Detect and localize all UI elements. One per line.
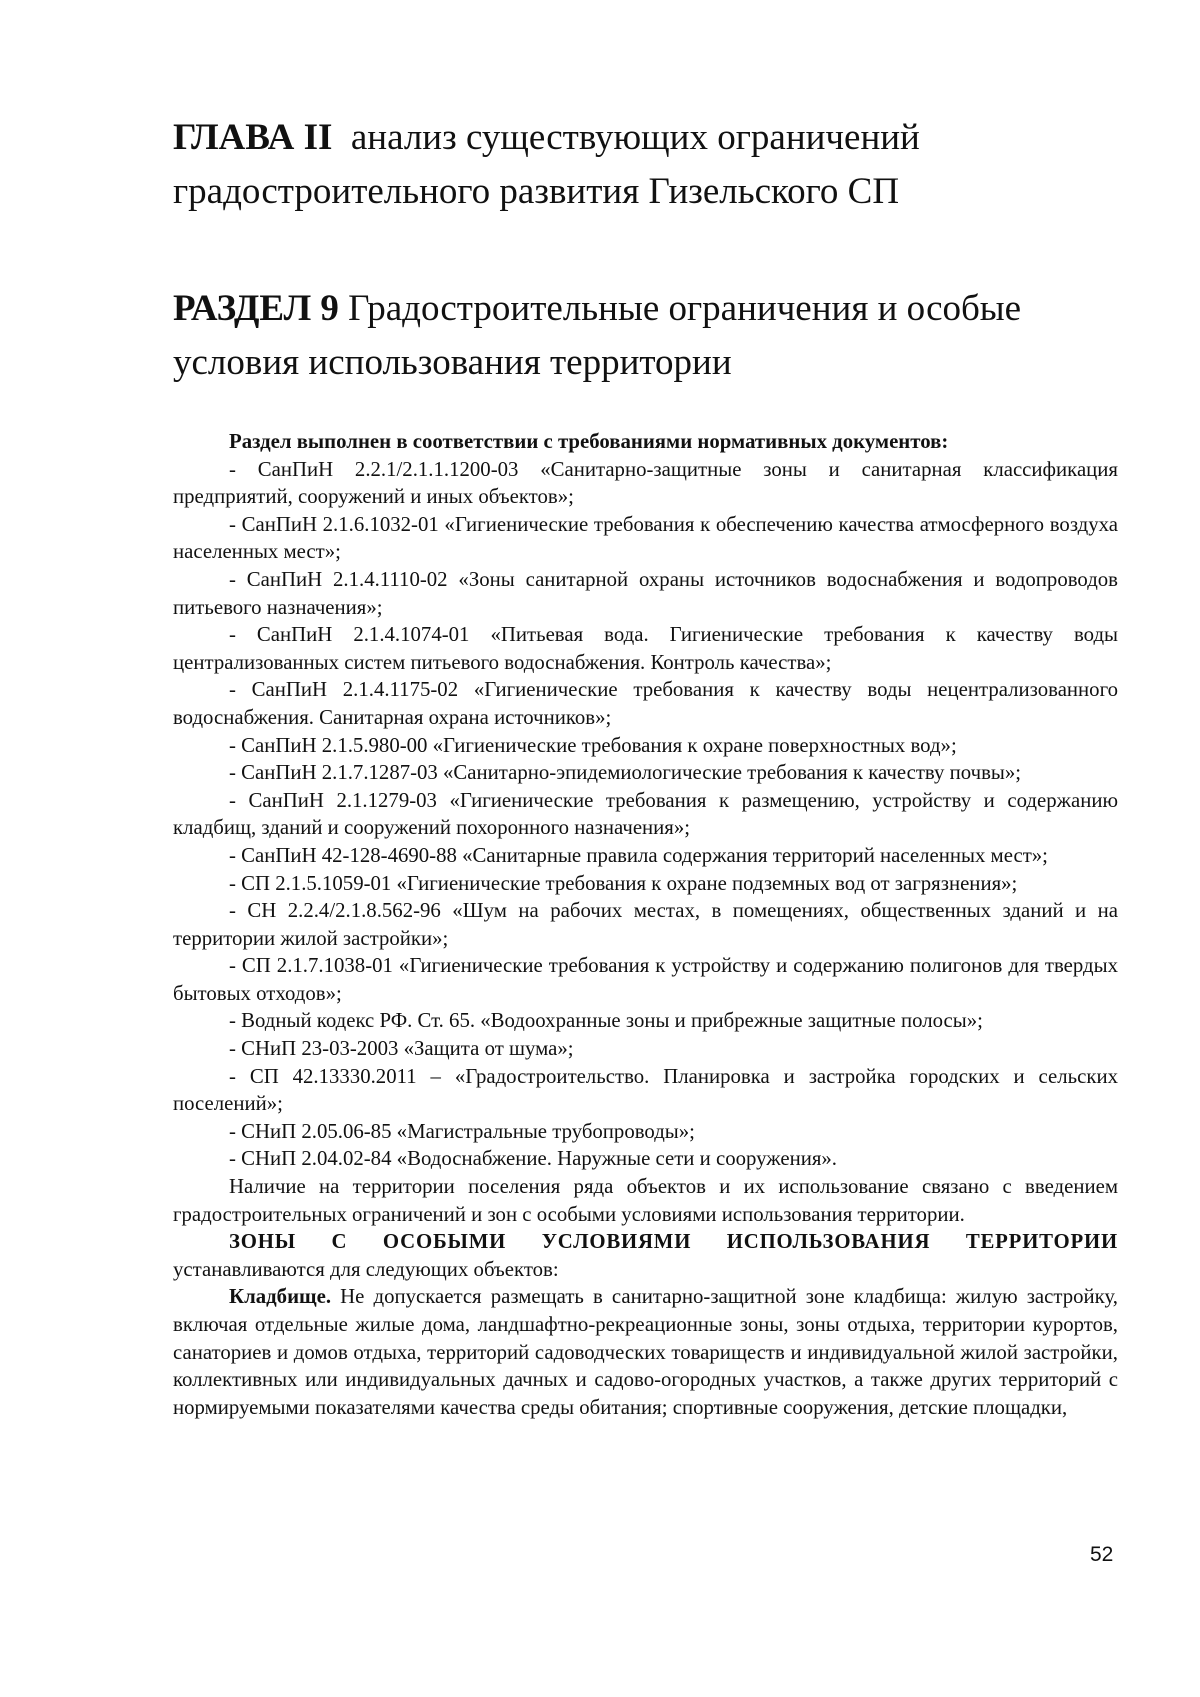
zones-text: устанавливаются для следующих объектов: xyxy=(173,1257,559,1281)
zones-title: ЗОНЫ С ОСОБЫМИ УСЛОВИЯМИ ИСПОЛЬЗОВАНИЯ ТЕРРИТОРИИ xyxy=(229,1230,1118,1254)
document-item: - СанПиН 2.1.6.1032-01 «Гигиенические требования к обеспечению качества атмосферного воздуха населенных мест»; xyxy=(173,512,1118,564)
cemetery-text: Не допускается размещать в санитарно-защитной зоне кладбища: жилую застройку, включая отдельные жилые дома, ландшафтно-рекреационные зоны, зоны отдыха, территории курортов, санаториев и домов отдыха, территорий садоводческих товариществ и индивидуальной жилой застройки, коллективных или индивидуальных дачных и садово-огородных участков, а также других территорий с нормируемыми показателями качества среды обитания; спортивные сооружения, детские площадки, xyxy=(173,1285,1118,1419)
document-body xyxy=(173,428,1118,1421)
presence-paragraph: Наличие на территории поселения ряда объектов и их использование связано с введением градостроительных ограничений и зон с особыми условиями использования территории. xyxy=(173,1175,1118,1226)
section-label: РАЗДЕЛ 9 xyxy=(173,288,339,329)
cemetery-paragraph xyxy=(173,1283,1118,1421)
document-item: - СП 2.1.5.1059-01 «Гигиенические требования к охране подземных вод от загрязнения»; xyxy=(229,871,1018,895)
document-item: - СН 2.2.4/2.1.8.562-96 «Шум на рабочих местах, в помещениях, общественных зданий и на территории жилой застройки»; xyxy=(173,899,1118,950)
zones-paragraph xyxy=(173,1228,1118,1283)
document-item: - СанПиН 2.1.4.1175-02 «Гигиенические требования к качеству воды нецентрализованного водоснабжения. Санитарная охрана источников»; xyxy=(173,678,1118,729)
page-number: 52 xyxy=(1090,1543,1114,1566)
document-item: - СанПиН 2.1.5.980-00 «Гигиенические требования к охране поверхностных вод»; xyxy=(229,733,957,757)
chapter-label: ГЛАВА II xyxy=(173,117,333,158)
document-item: - СНиП 2.04.02-84 «Водоснабжение. Наружные сети и сооружения». xyxy=(229,1147,837,1171)
document-item: - СП 2.1.7.1038-01 «Гигиенические требования к устройству и содержанию полигонов для твердых бытовых отходов»; xyxy=(173,954,1118,1005)
document-item: - СанПиН 2.2.1/2.1.1.1200-03 «Санитарно-защитные зоны и санитарная классификация предприятий, сооружений и иных объектов»; xyxy=(173,457,1118,509)
intro-line: Раздел выполнен в соответствии с требованиями нормативных документов: xyxy=(229,430,949,453)
document-item: - Водный кодекс РФ. Ст. 65. «Водоохранные зоны и прибрежные защитные полосы»; xyxy=(229,1009,983,1033)
chapter-title-line2: градостроительного развития Гизельского СП xyxy=(173,171,900,213)
document-item: - СНиП 23-03-2003 «Защита от шума»; xyxy=(229,1037,574,1061)
chapter-heading xyxy=(173,111,1133,219)
document-item: - СНиП 2.05.06-85 «Магистральные трубопроводы»; xyxy=(229,1119,695,1143)
document-item: - СанПиН 2.1.4.1110-02 «Зоны санитарной охраны источников водоснабжения и водопроводов питьевого назначения»; xyxy=(173,567,1118,619)
section-title-line1: Градостроительные ограничения и особые xyxy=(348,288,1022,329)
document-item: - СанПиН 2.1.1279-03 «Гигиенические требования к размещению, устройству и содержанию кладбищ, зданий и сооружений похоронного назначения»; xyxy=(173,788,1118,840)
document-item: - СанПиН 2.1.7.1287-03 «Санитарно-эпидемиологические требования к качеству почвы»; xyxy=(229,761,1022,785)
section-heading xyxy=(173,282,1133,390)
cemetery-label: Кладбище. xyxy=(229,1285,332,1309)
section-title-line2: условия использования территории xyxy=(173,342,732,384)
document-item: - СанПиН 42-128-4690-88 «Санитарные правила содержания территорий населенных мест»; xyxy=(229,843,1048,867)
chapter-title-line1: анализ существующих ограничений xyxy=(350,117,920,158)
document-item: - СанПиН 2.1.4.1074-01 «Питьевая вода. Гигиенические требования к качеству воды централизованных систем питьевого водоснабжения. Контроль качества»; xyxy=(173,623,1118,674)
document-item: - СП 42.13330.2011 – «Градостроительство. Планировка и застройка городских и сельских поселений»; xyxy=(173,1064,1118,1116)
